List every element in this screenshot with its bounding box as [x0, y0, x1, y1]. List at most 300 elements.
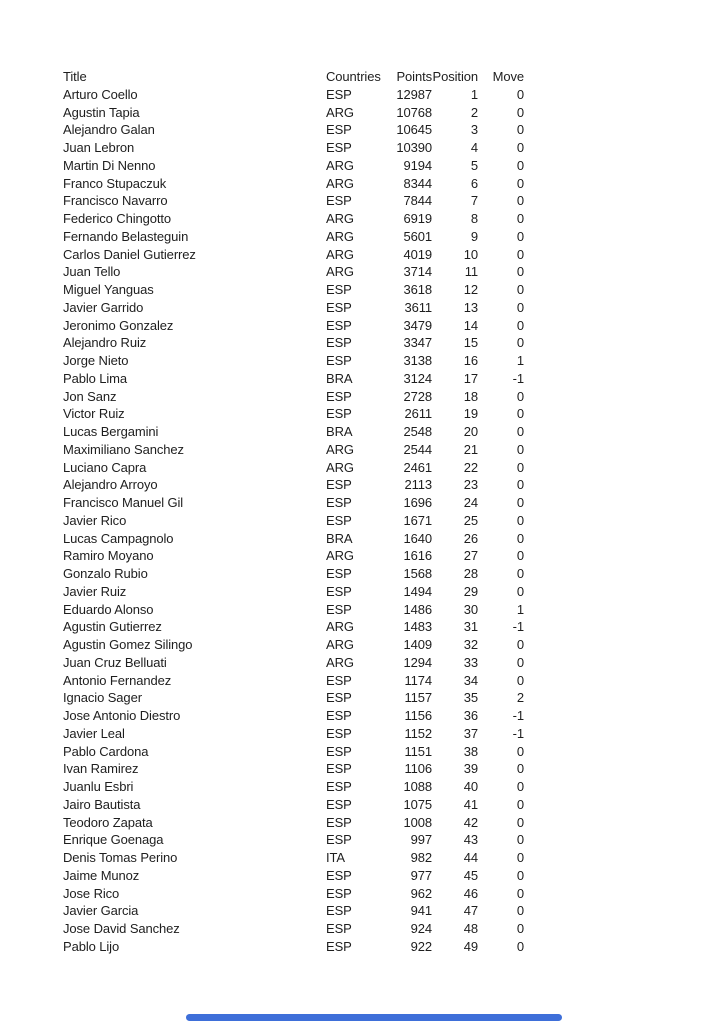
cell-position: 39: [463, 761, 478, 777]
cell-title: Antonio Fernandez: [63, 672, 172, 688]
cell-countries: ARG: [326, 211, 354, 226]
cell-countries: ESP: [326, 796, 352, 812]
cell-position: 30: [463, 601, 478, 617]
cell-move: 0: [516, 583, 524, 599]
cell-position: 16: [463, 353, 478, 368]
cell-position: 37: [463, 725, 478, 741]
cell-title: Victor Ruiz: [63, 406, 125, 422]
cell-move: -1: [512, 370, 524, 386]
cell-move: 0: [516, 903, 524, 919]
cell-title: Arturo Coello: [63, 86, 138, 102]
cell-countries: ESP: [326, 903, 352, 919]
cell-points: 1409: [403, 637, 432, 652]
cell-move: 0: [516, 477, 524, 493]
cell-countries: ESP: [326, 814, 352, 830]
table-header-row: [63, 68, 524, 86]
table-row: [63, 494, 524, 512]
cell-position: 47: [463, 903, 478, 919]
cell-title: Federico Chingotto: [63, 211, 172, 226]
cell-countries: ESP: [326, 867, 352, 883]
cell-title: Jose David Sanchez: [63, 921, 180, 936]
table-row: [63, 547, 524, 565]
table-row: [63, 618, 524, 636]
cell-points: 3138: [403, 353, 432, 368]
cell-move: 0: [516, 246, 524, 262]
cell-points: 1008: [403, 814, 432, 830]
cell-position: 5: [470, 157, 478, 173]
cell-position: 10: [463, 246, 478, 262]
cell-title: Maximiliano Sanchez: [63, 441, 184, 457]
cell-position: 22: [463, 459, 478, 475]
cell-move: 0: [516, 850, 524, 865]
cell-countries: ESP: [326, 885, 352, 901]
table-row: [63, 920, 524, 938]
cell-move: 0: [516, 104, 524, 120]
table-row: [63, 654, 524, 672]
table-row: [63, 583, 524, 601]
cell-move: 0: [516, 388, 524, 404]
cell-countries: ITA: [326, 850, 345, 865]
cell-position: 24: [463, 495, 478, 510]
table-row: [63, 263, 524, 281]
cell-move: 0: [516, 441, 524, 457]
cell-move: 0: [516, 317, 524, 333]
cell-countries: ESP: [326, 779, 352, 794]
table-row: [63, 317, 524, 335]
cell-move: 0: [516, 530, 524, 546]
cell-position: 35: [463, 690, 478, 706]
cell-countries: ESP: [326, 672, 352, 688]
table-row: [63, 192, 524, 210]
cell-move: 0: [516, 495, 524, 510]
cell-title: Alejandro Arroyo: [63, 477, 158, 493]
cell-title: Gonzalo Rubio: [63, 566, 148, 581]
cell-title: Jorge Nieto: [63, 353, 129, 368]
cell-move: 0: [516, 566, 524, 581]
cell-points: 924: [410, 921, 432, 936]
cell-position: 38: [463, 743, 478, 759]
cell-points: 7844: [403, 193, 432, 209]
cell-position: 27: [463, 548, 478, 564]
cell-points: 2113: [404, 477, 432, 493]
cell-points: 10645: [396, 122, 432, 138]
cell-countries: ESP: [326, 708, 352, 723]
cell-move: 0: [516, 512, 524, 528]
cell-countries: ESP: [326, 317, 352, 333]
cell-countries: ESP: [326, 761, 352, 777]
table-row: [63, 636, 524, 654]
cell-move: 0: [516, 211, 524, 226]
cell-points: 12987: [396, 86, 432, 102]
cell-countries: BRA: [326, 370, 353, 386]
table-row: [63, 175, 524, 193]
cell-title: Javier Garcia: [63, 903, 139, 919]
table-body: [63, 86, 524, 956]
cell-countries: ARG: [326, 459, 354, 475]
cell-move: 0: [516, 157, 524, 173]
cell-points: 1640: [403, 530, 432, 546]
column-header-position: Position: [432, 69, 478, 84]
table-row: [63, 725, 524, 743]
cell-points: 997: [410, 832, 432, 848]
cell-title: Javier Garrido: [63, 299, 144, 315]
cell-countries: ESP: [326, 406, 352, 422]
cell-position: 12: [463, 282, 478, 297]
cell-countries: ESP: [326, 938, 352, 954]
cell-position: 44: [463, 850, 478, 865]
cell-countries: ESP: [326, 566, 352, 581]
table-row: [63, 814, 524, 832]
cell-countries: ESP: [326, 122, 352, 138]
cell-title: Jon Sanz: [63, 388, 117, 404]
table-row: [63, 121, 524, 139]
cell-move: 0: [516, 654, 524, 670]
cell-position: 13: [463, 299, 478, 315]
cell-countries: ESP: [326, 335, 352, 351]
cell-points: 2548: [403, 424, 432, 439]
cell-title: Luciano Capra: [63, 459, 147, 475]
cell-move: 0: [516, 122, 524, 138]
cell-title: Jose Rico: [63, 885, 120, 901]
cell-title: Martin Di Nenno: [63, 157, 156, 173]
cell-points: 8344: [403, 175, 432, 191]
table-row: [63, 601, 524, 619]
cell-position: 17: [463, 370, 478, 386]
cell-position: 48: [463, 921, 478, 936]
cell-countries: BRA: [326, 424, 353, 439]
cell-points: 3347: [403, 335, 432, 351]
cell-title: Juanlu Esbri: [63, 779, 134, 794]
cell-points: 1568: [403, 566, 432, 581]
cell-title: Lucas Bergamini: [63, 424, 159, 439]
table-row: [63, 760, 524, 778]
cell-countries: ESP: [326, 690, 352, 706]
table-row: [63, 388, 524, 406]
cell-position: 45: [463, 867, 478, 883]
cell-move: 0: [516, 867, 524, 883]
cell-points: 1156: [404, 708, 432, 723]
cell-points: 1696: [403, 495, 432, 510]
cell-title: Jaime Munoz: [63, 867, 140, 883]
horizontal-scrollbar-thumb[interactable]: [186, 1014, 562, 1021]
cell-points: 1294: [403, 654, 432, 670]
table-row: [63, 299, 524, 317]
cell-move: 0: [516, 637, 524, 652]
table-row: [63, 210, 524, 228]
cell-points: 3611: [404, 299, 432, 315]
cell-move: 1: [516, 353, 524, 368]
cell-move: -1: [512, 725, 524, 741]
cell-title: Jose Antonio Diestro: [63, 708, 181, 723]
cell-points: 1486: [403, 601, 432, 617]
cell-points: 2461: [403, 459, 432, 475]
cell-move: 0: [516, 264, 524, 280]
cell-points: 1152: [404, 725, 432, 741]
table-row: [63, 902, 524, 920]
cell-countries: ARG: [326, 264, 354, 280]
cell-points: 1088: [403, 779, 432, 794]
cell-points: 1151: [404, 743, 432, 759]
table-row: [63, 441, 524, 459]
cell-move: 0: [516, 299, 524, 315]
cell-points: 1157: [404, 690, 432, 706]
cell-position: 43: [463, 832, 478, 848]
cell-position: 32: [463, 637, 478, 652]
cell-move: 0: [516, 424, 524, 439]
cell-title: Eduardo Alonso: [63, 601, 154, 617]
cell-countries: ESP: [326, 282, 352, 297]
table-row: [63, 459, 524, 477]
table-row: [63, 86, 524, 104]
cell-title: Ivan Ramirez: [63, 761, 139, 777]
cell-position: 14: [463, 317, 478, 333]
cell-countries: ESP: [326, 299, 352, 315]
cell-points: 2544: [403, 441, 432, 457]
cell-countries: ARG: [326, 157, 354, 173]
cell-points: 1671: [403, 512, 432, 528]
cell-title: Francisco Manuel Gil: [63, 495, 184, 510]
table-row: [63, 778, 524, 796]
cell-points: 2611: [404, 406, 432, 422]
cell-countries: ESP: [326, 140, 352, 155]
column-header-points: Points: [396, 69, 432, 84]
table-row: [63, 707, 524, 725]
cell-move: 0: [516, 406, 524, 422]
table-row: [63, 938, 524, 956]
cell-title: Juan Tello: [63, 264, 121, 280]
cell-title: Lucas Campagnolo: [63, 530, 174, 546]
cell-title: Enrique Goenaga: [63, 832, 164, 848]
table-row: [63, 334, 524, 352]
column-header-move: Move: [492, 69, 524, 84]
cell-title: Pablo Cardona: [63, 743, 149, 759]
cell-countries: ESP: [326, 725, 352, 741]
table-row: [63, 689, 524, 707]
cell-title: Agustin Gutierrez: [63, 619, 162, 635]
cell-title: Carlos Daniel Gutierrez: [63, 246, 196, 262]
table-row: [63, 867, 524, 885]
cell-title: Franco Stupaczuk: [63, 175, 167, 191]
column-header-countries: Countries: [326, 69, 381, 84]
cell-points: 10768: [396, 104, 432, 120]
cell-countries: ARG: [326, 441, 354, 457]
ranking-sheet: [63, 68, 524, 956]
cell-points: 5601: [403, 228, 432, 244]
table-row: [63, 831, 524, 849]
cell-position: 4: [470, 140, 478, 155]
cell-countries: ARG: [326, 654, 354, 670]
cell-points: 1483: [403, 619, 432, 635]
table-row: [63, 104, 524, 122]
cell-move: 0: [516, 921, 524, 936]
cell-title: Francisco Navarro: [63, 193, 168, 209]
cell-title: Pablo Lijo: [63, 938, 120, 954]
cell-position: 11: [464, 264, 478, 280]
table-row: [63, 565, 524, 583]
table-row: [63, 281, 524, 299]
cell-move: 0: [516, 335, 524, 351]
cell-countries: ESP: [326, 388, 352, 404]
cell-move: 0: [516, 814, 524, 830]
cell-position: 15: [463, 335, 478, 351]
table-row: [63, 139, 524, 157]
cell-points: 977: [410, 867, 432, 883]
cell-position: 36: [463, 708, 478, 723]
cell-position: 20: [463, 424, 478, 439]
cell-countries: ARG: [326, 548, 354, 564]
cell-move: 0: [516, 282, 524, 297]
cell-points: 1494: [403, 583, 432, 599]
table-row: [63, 423, 524, 441]
cell-move: 0: [516, 779, 524, 794]
cell-position: 21: [463, 441, 478, 457]
cell-countries: ESP: [326, 601, 352, 617]
cell-position: 49: [463, 938, 478, 954]
cell-countries: ESP: [326, 743, 352, 759]
cell-move: 0: [516, 548, 524, 564]
table-row: [63, 352, 524, 370]
cell-position: 46: [463, 885, 478, 901]
cell-countries: ESP: [326, 583, 352, 599]
cell-countries: ESP: [326, 832, 352, 848]
table-row: [63, 885, 524, 903]
cell-points: 2728: [403, 388, 432, 404]
table-row: [63, 743, 524, 761]
table-row: [63, 228, 524, 246]
table-row: [63, 405, 524, 423]
cell-countries: ARG: [326, 104, 354, 120]
column-header-title: Title: [63, 69, 87, 84]
cell-position: 19: [463, 406, 478, 422]
cell-points: 962: [410, 885, 432, 901]
cell-position: 26: [463, 530, 478, 546]
cell-points: 1616: [403, 548, 432, 564]
cell-title: Miguel Yanguas: [63, 282, 154, 297]
cell-position: 28: [463, 566, 478, 581]
cell-position: 40: [463, 779, 478, 794]
cell-points: 3124: [403, 370, 432, 386]
table-row: [63, 530, 524, 548]
cell-title: Ignacio Sager: [63, 690, 142, 706]
table-row: [63, 796, 524, 814]
cell-position: 42: [463, 814, 478, 830]
cell-move: 0: [516, 86, 524, 102]
cell-title: Javier Rico: [63, 512, 127, 528]
cell-position: 1: [470, 86, 478, 102]
cell-countries: ESP: [326, 495, 352, 510]
cell-move: 1: [516, 601, 524, 617]
cell-position: 33: [463, 654, 478, 670]
cell-move: -1: [512, 619, 524, 635]
cell-title: Teodoro Zapata: [63, 814, 153, 830]
cell-points: 922: [410, 938, 432, 954]
cell-position: 34: [463, 672, 478, 688]
cell-title: Alejandro Galan: [63, 122, 155, 138]
cell-points: 982: [410, 850, 432, 865]
cell-countries: ESP: [326, 353, 352, 368]
cell-points: 9194: [403, 157, 432, 173]
cell-title: Ramiro Moyano: [63, 548, 154, 564]
cell-countries: ESP: [326, 86, 352, 102]
cell-move: 0: [516, 796, 524, 812]
ranking-table: [63, 68, 524, 956]
cell-move: 2: [516, 690, 524, 706]
cell-points: 3618: [403, 282, 432, 297]
table-row: [63, 849, 524, 867]
cell-move: 0: [516, 140, 524, 155]
cell-move: 0: [516, 832, 524, 848]
table-row: [63, 512, 524, 530]
cell-points: 1174: [404, 672, 432, 688]
cell-position: 41: [463, 796, 478, 812]
cell-countries: ESP: [326, 193, 352, 209]
cell-title: Jeronimo Gonzalez: [63, 317, 174, 333]
cell-position: 8: [470, 211, 478, 226]
cell-position: 29: [463, 583, 478, 599]
cell-countries: ARG: [326, 175, 354, 191]
cell-points: 3714: [403, 264, 432, 280]
cell-title: Alejandro Ruiz: [63, 335, 147, 351]
cell-countries: ESP: [326, 921, 352, 936]
cell-position: 6: [470, 175, 478, 191]
cell-move: 0: [516, 459, 524, 475]
cell-points: 10390: [396, 140, 432, 155]
cell-title: Javier Leal: [63, 725, 125, 741]
cell-countries: ARG: [326, 246, 354, 262]
table-row: [63, 246, 524, 264]
cell-points: 1106: [404, 761, 432, 777]
cell-move: 0: [516, 193, 524, 209]
cell-position: 25: [463, 512, 478, 528]
cell-title: Juan Cruz Belluati: [63, 654, 167, 670]
table-row: [63, 370, 524, 388]
cell-countries: ARG: [326, 637, 354, 652]
cell-move: 0: [516, 938, 524, 954]
cell-move: 0: [516, 672, 524, 688]
cell-points: 3479: [403, 317, 432, 333]
cell-title: Agustin Tapia: [63, 104, 140, 120]
table-row: [63, 476, 524, 494]
cell-points: 6919: [403, 211, 432, 226]
cell-title: Fernando Belasteguin: [63, 228, 189, 244]
cell-title: Juan Lebron: [63, 140, 135, 155]
cell-move: 0: [516, 743, 524, 759]
table-row: [63, 672, 524, 690]
table-row: [63, 157, 524, 175]
cell-move: -1: [512, 708, 524, 723]
cell-move: 0: [516, 885, 524, 901]
cell-countries: BRA: [326, 530, 353, 546]
cell-title: Javier Ruiz: [63, 583, 127, 599]
cell-title: Pablo Lima: [63, 370, 128, 386]
cell-countries: ESP: [326, 477, 352, 493]
cell-title: Denis Tomas Perino: [63, 850, 178, 865]
cell-title: Jairo Bautista: [63, 796, 141, 812]
cell-position: 3: [470, 122, 478, 138]
cell-points: 4019: [403, 246, 432, 262]
cell-move: 0: [516, 175, 524, 191]
cell-position: 7: [470, 193, 478, 209]
cell-move: 0: [516, 761, 524, 777]
cell-position: 31: [463, 619, 478, 635]
cell-countries: ARG: [326, 619, 354, 635]
cell-position: 9: [470, 228, 478, 244]
cell-countries: ARG: [326, 228, 354, 244]
cell-move: 0: [516, 228, 524, 244]
cell-points: 1075: [403, 796, 432, 812]
cell-points: 941: [410, 903, 432, 919]
cell-position: 18: [463, 388, 478, 404]
